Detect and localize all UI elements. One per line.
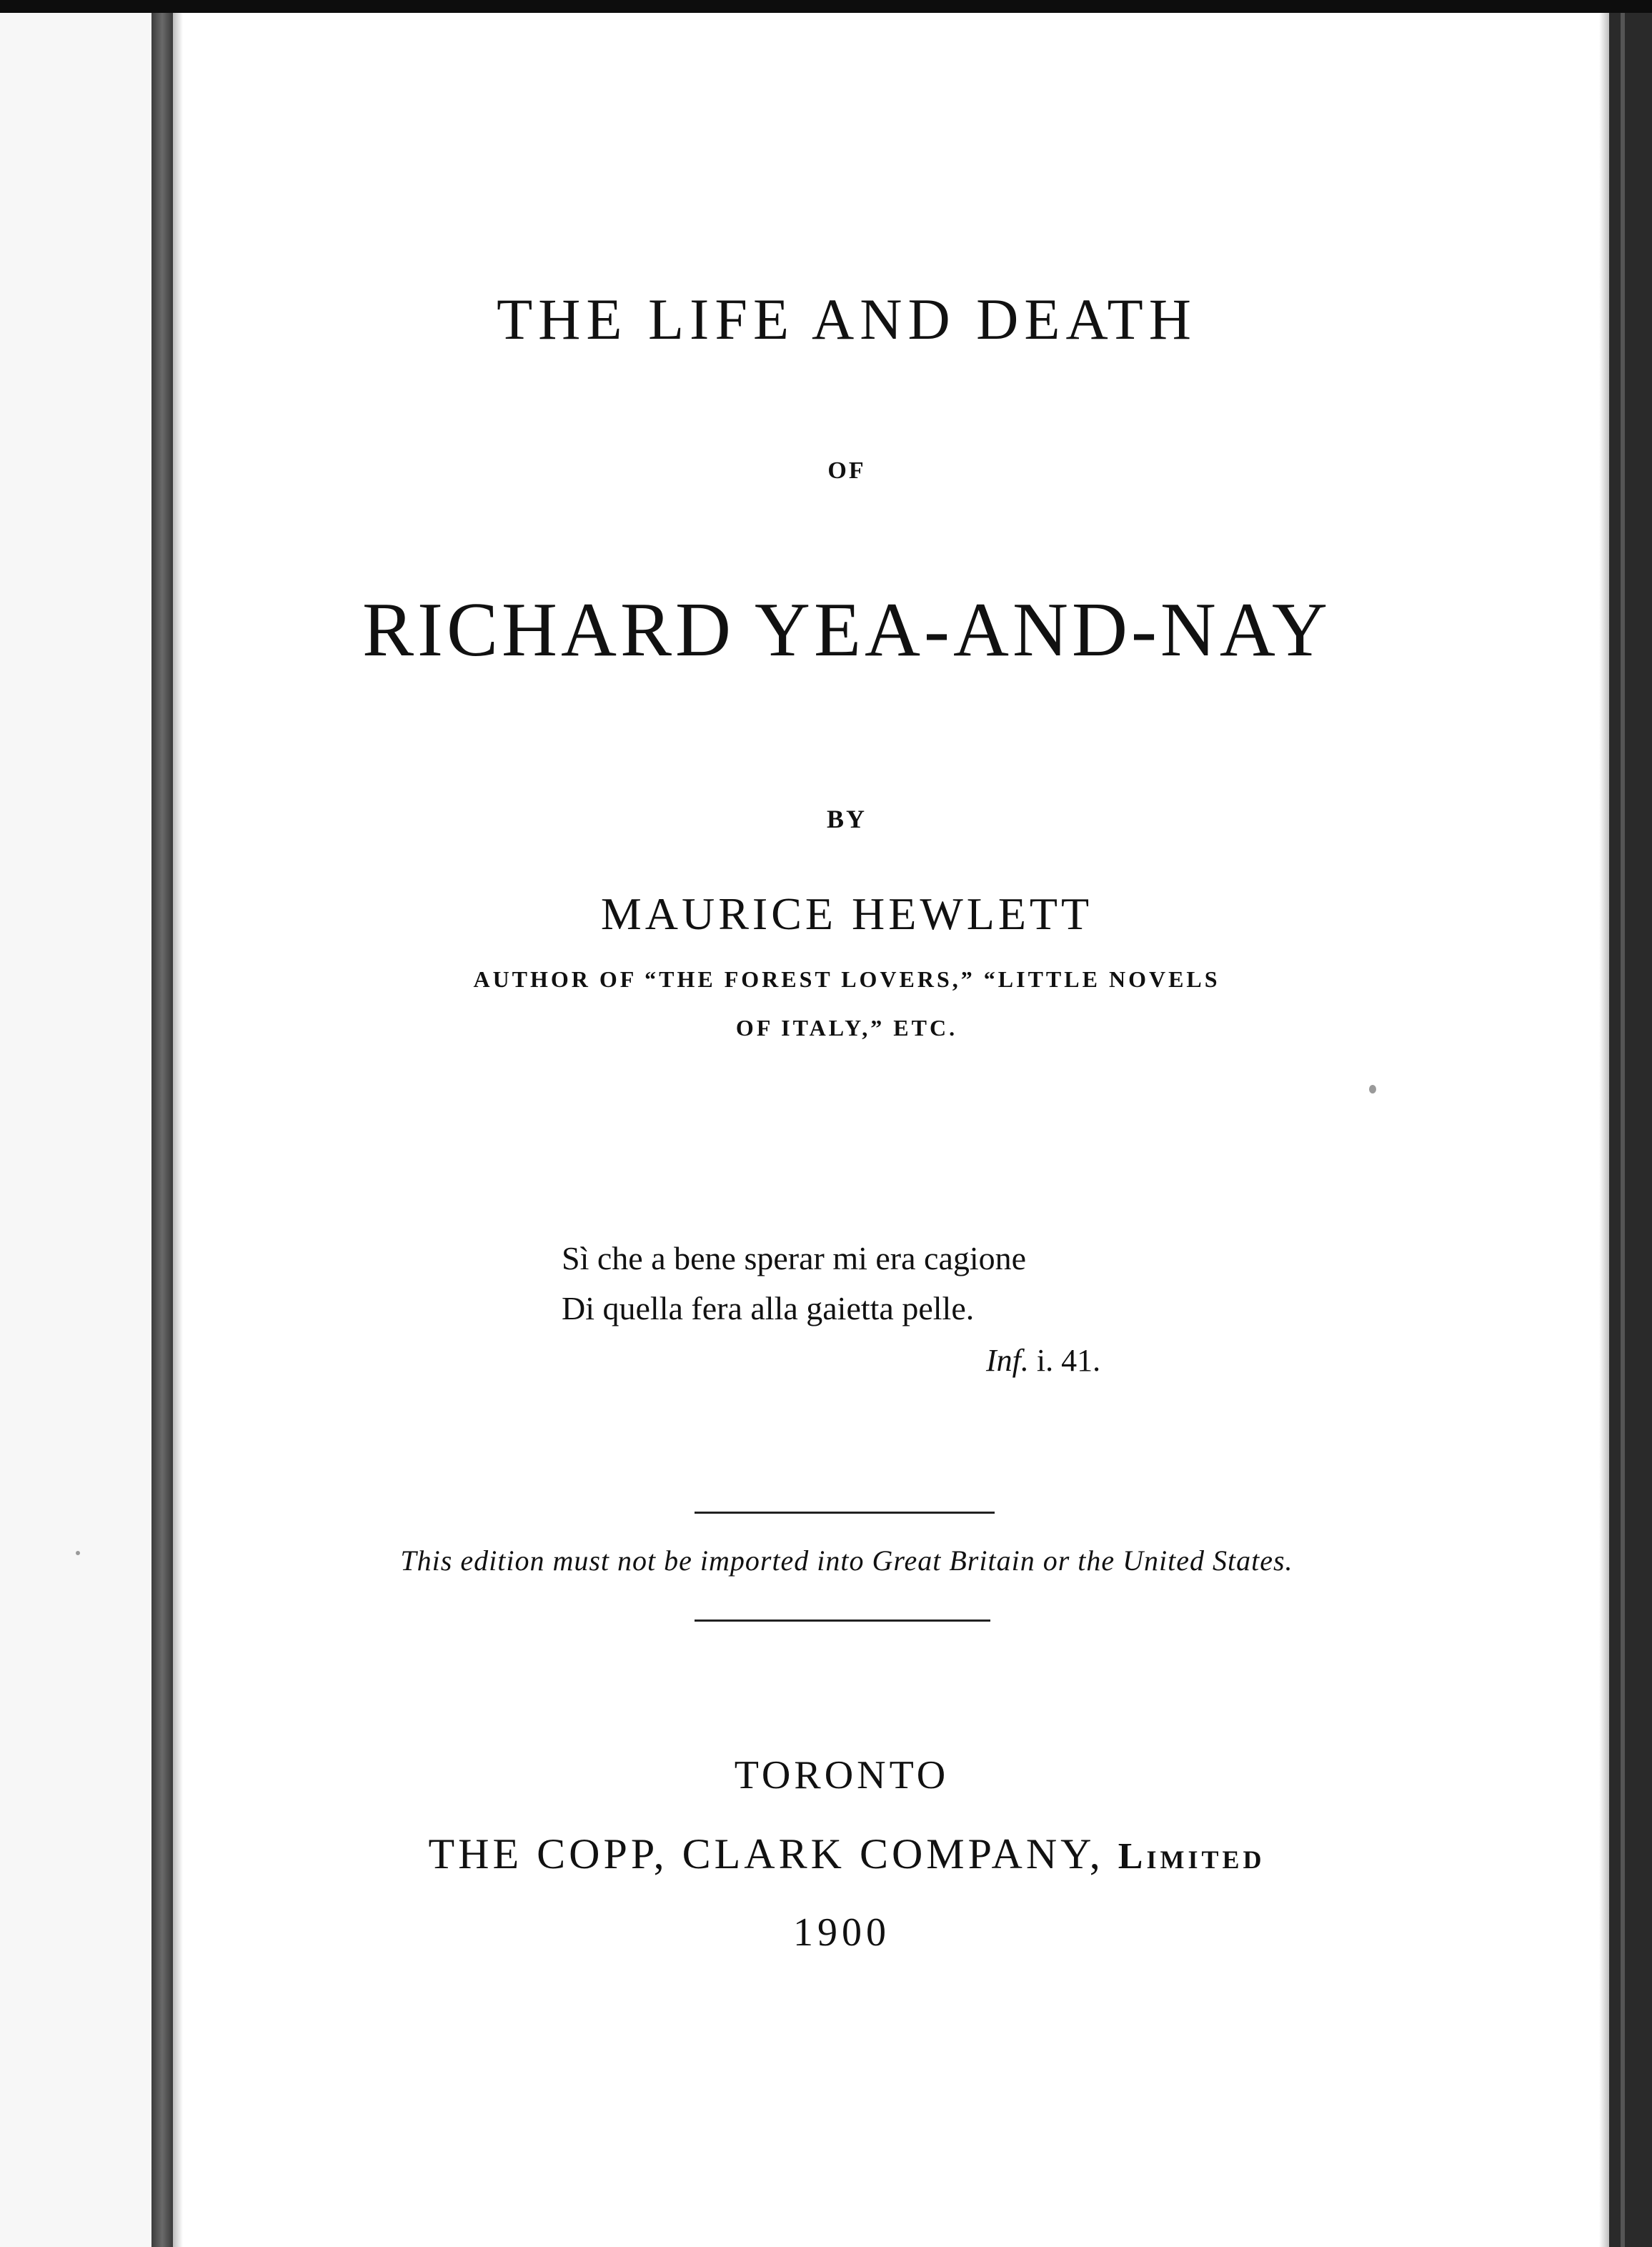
title-line-2: RICHARD YEA-AND-NAY	[362, 587, 1331, 673]
epigraph-line-2: Di quella fera alla gaietta pelle.	[562, 1290, 975, 1326]
imprint-year: 1900	[793, 1910, 890, 1955]
scan-speck	[1369, 1085, 1376, 1093]
publisher-suffix: Limited	[1118, 1836, 1265, 1877]
epigraph-citation	[986, 1342, 1100, 1379]
title-line-1: THE LIFE AND DEATH	[497, 287, 1197, 352]
publisher-name: THE COPP, CLARK COMPANY,	[428, 1830, 1104, 1878]
epigraph-line-1: Sì che a bene sperar mi era cagione	[562, 1240, 1027, 1276]
scan-top-border	[0, 0, 1652, 13]
author-works-line-2: OF ITALY,” ETC.	[735, 1015, 958, 1041]
divider-rule-bottom	[695, 1619, 990, 1622]
citation-reference: i. 41.	[1036, 1343, 1101, 1378]
imprint-publisher	[0, 1830, 1652, 1879]
imprint-place: TORONTO	[734, 1753, 950, 1797]
edition-notice: This edition must not be imported into Great Britain or the United States.	[400, 1544, 1293, 1577]
citation-work: Inf.	[986, 1343, 1029, 1378]
divider-rule-top	[695, 1512, 995, 1514]
title-of: OF	[827, 457, 866, 484]
epigraph	[562, 1234, 1026, 1334]
author-works-line-1: AUTHOR OF “THE FOREST LOVERS,” “LITTLE NOVELS	[473, 966, 1220, 992]
by-label: BY	[826, 805, 867, 833]
author-name: MAURICE HEWLETT	[600, 888, 1093, 939]
